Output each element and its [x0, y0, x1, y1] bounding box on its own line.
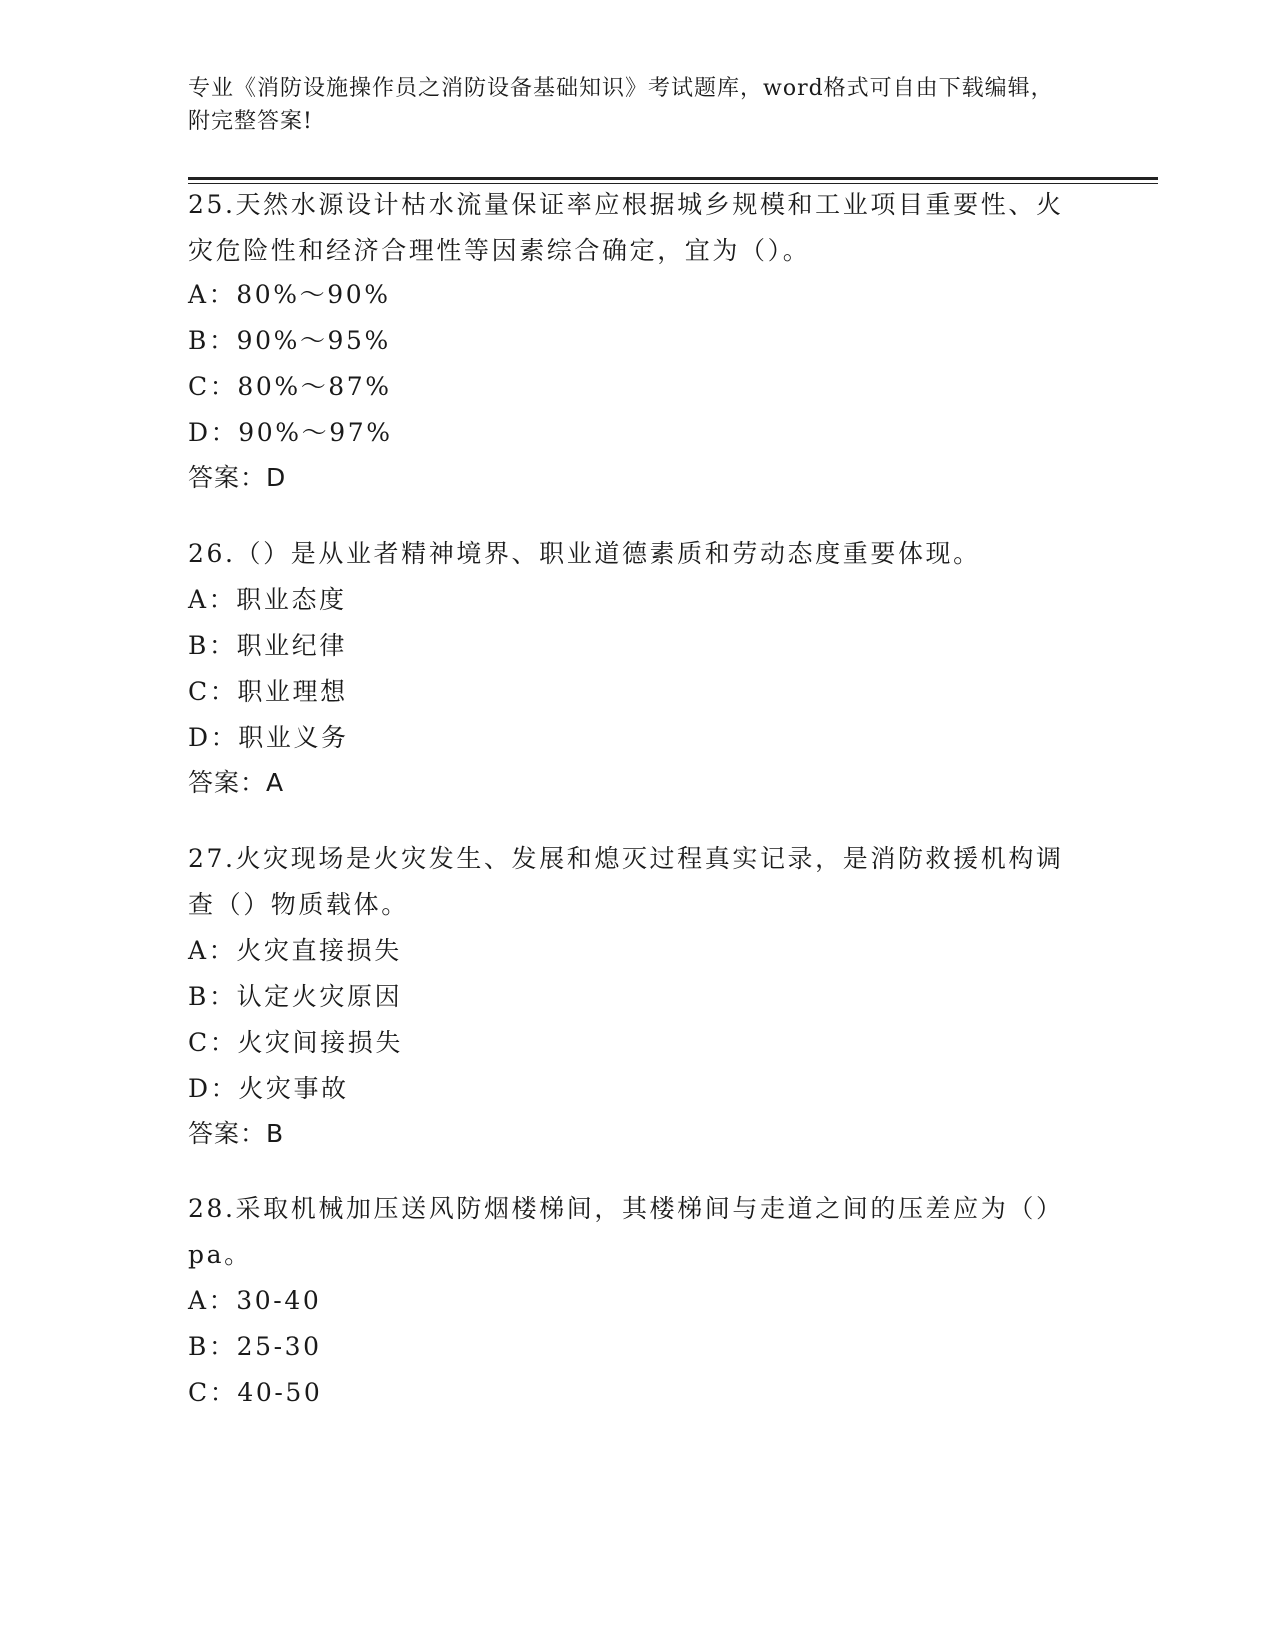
option-b: B：25-30 — [188, 1332, 322, 1361]
option-c: C：40-50 — [188, 1378, 323, 1407]
answer-line — [188, 761, 1088, 805]
question-stem: 28.采取机械加压送风防烟楼梯间，其楼梯间与走道之间的压差应为（）pa。 — [188, 1194, 1064, 1269]
question-stem: 26.（）是从业者精神境界、职业道德素质和劳动态度重要体现。 — [188, 539, 981, 568]
question-27 — [188, 836, 1088, 1156]
answer-value: A — [266, 768, 285, 797]
answer-label: 答案： — [188, 1119, 267, 1148]
answer-label: 答案： — [188, 463, 267, 492]
answer-label: 答案： — [188, 768, 267, 797]
question-26 — [188, 531, 1088, 805]
option-c: C：火灾间接损失 — [188, 1028, 403, 1057]
option-b: B：90%～95% — [188, 326, 391, 355]
question-stem: 25.天然水源设计枯水流量保证率应根据城乡规模和工业项目重要性、火灾危险性和经济合理性等因素综合确定，宜为（）。 — [188, 190, 1064, 265]
option-c: C：80%～87% — [188, 372, 392, 401]
option-d: D：90%～97% — [188, 418, 393, 447]
answer-value: B — [266, 1119, 285, 1148]
option-a: A：火灾直接损失 — [188, 936, 402, 965]
option-d: D：职业义务 — [188, 723, 349, 752]
question-25 — [188, 182, 1088, 500]
answer-value: D — [266, 463, 287, 492]
option-a: A：职业态度 — [188, 585, 347, 614]
answer-line — [188, 1112, 1088, 1156]
option-a: A：80%～90% — [188, 280, 391, 309]
option-c: C：职业理想 — [188, 677, 348, 706]
option-b: B：职业纪律 — [188, 631, 347, 660]
option-a: A：30-40 — [188, 1286, 322, 1315]
header-divider-thick — [188, 177, 1158, 180]
question-stem: 27.火灾现场是火灾发生、发展和熄灭过程真实记录，是消防救援机构调查（）物质载体。 — [188, 844, 1064, 919]
option-b: B：认定火灾原因 — [188, 982, 403, 1011]
option-d: D：火灾事故 — [188, 1074, 349, 1103]
question-28 — [188, 1186, 1088, 1416]
document-header: 专业《消防设施操作员之消防设备基础知识》考试题库，word格式可自由下载编辑，附完整答案! — [188, 76, 1054, 134]
answer-line — [188, 456, 1088, 500]
